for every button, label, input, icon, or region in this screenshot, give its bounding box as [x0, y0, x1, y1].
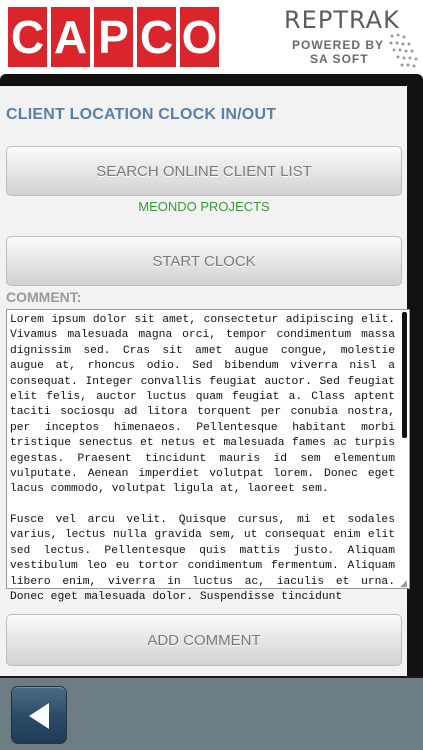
page-title: CLIENT LOCATION CLOCK IN/OUT [6, 106, 277, 123]
app-header [0, 0, 423, 76]
selected-client-label: MEONDO PROJECTS [138, 199, 270, 214]
back-button[interactable] [11, 686, 67, 744]
logo-letter: P [94, 7, 133, 67]
comment-paragraph: Fusce vel arcu velit. Quisque cursus, mi et sodales varius, lectus nulla gravida sem, ut consequat enim elit sed lectus. Pellentesque quis mattis justo. Aliquam vestibulum leo eu tortor condimentum fermentum. Aliquam libero enim, viverra in luctus ac, iaculis et urna. Donec eget malesuada dolor. Suspendisse tincidunt [10, 513, 402, 603]
comment-paragraph: Lorem ipsum dolor sit amet, consectetur adipiscing elit. Vivamus malesuada magna orci, tempor condimentum massa dignissim sed. Cras sit amet augue congue, molestie augue at, rhoncus odio. Sed bibendum viverra nisl a consequat. Integer convallis feugiat auctor. Sed feugiat elit felis, auctor luctus quam feugiat a. Class aptent taciti sociosqu ad litora torquent per conubia nostra, per inceptos himenaeos. Pellentesque habitant morbi tristique senectus et netus et malesuada fames ac turpis egestas. Praesent tincidunt mauris id sem elementum vulputate. Aenean imperdiet volutpat lorem. Donec eget lacus commodo, volutpat ligula at, laoreet sem. [10, 314, 402, 496]
logo-letter: A [51, 7, 90, 67]
comment-textarea[interactable] [6, 309, 410, 603]
dot-pattern-icon [388, 32, 422, 72]
textarea-scrollbar[interactable] [402, 312, 407, 438]
logo-letter: O [180, 7, 219, 67]
powered-by-text: POWERED BY [292, 38, 385, 52]
search-client-list-button[interactable]: SEARCH ONLINE CLIENT LIST [6, 146, 402, 196]
reptrak-logo [282, 6, 423, 72]
capco-logo [8, 7, 219, 67]
logo-letter: C [137, 7, 176, 67]
reptrak-brand: REPTRAK [284, 6, 400, 34]
start-clock-button[interactable]: START CLOCK [6, 236, 402, 286]
comment-label: COMMENT: [6, 289, 82, 305]
add-comment-button[interactable]: ADD COMMENT [6, 614, 402, 666]
back-arrow-icon [29, 703, 51, 729]
vendor-name: SA SOFT [310, 52, 369, 66]
resize-handle-icon[interactable]: ◢ [400, 578, 407, 588]
logo-letter: C [8, 7, 47, 67]
header-divider [0, 74, 423, 86]
